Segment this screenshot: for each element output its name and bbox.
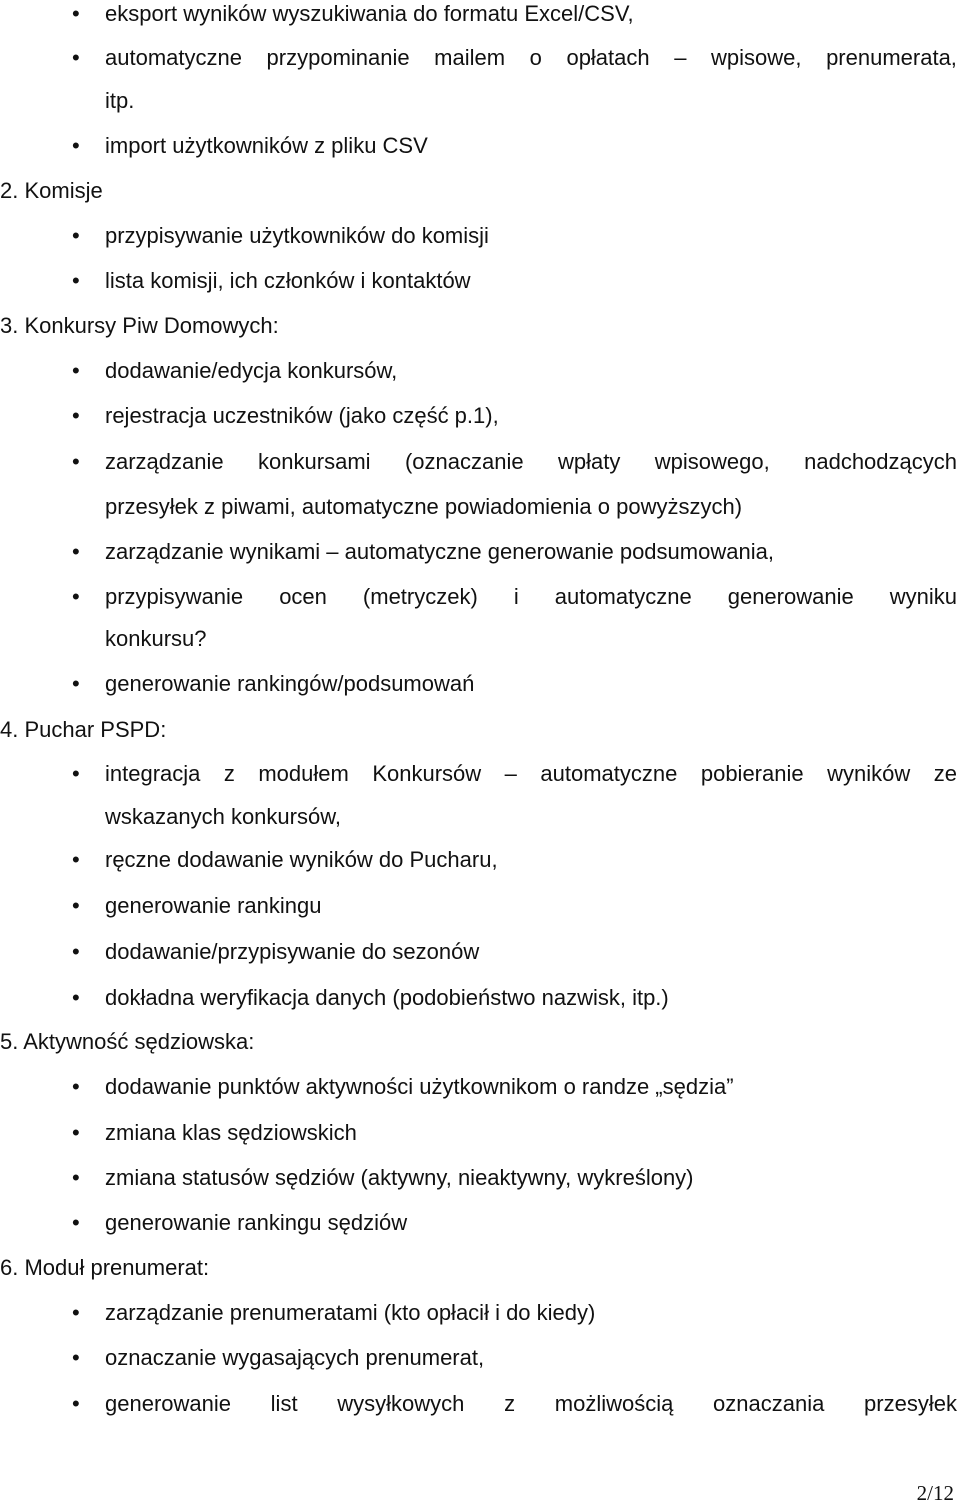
bullet: •	[72, 45, 80, 70]
bullet: •	[72, 939, 80, 964]
page-number: 2/12	[916, 1481, 954, 1505]
list-item: lista komisji, ich członków i kontaktów	[105, 268, 471, 293]
list-item-justified: przypisywanie ocen (metryczek) i automatyczne generowanie wyniku	[105, 584, 957, 609]
bullet: •	[72, 761, 80, 786]
list-item: generowanie rankingów/podsumowań	[105, 671, 475, 696]
bullet: •	[72, 1074, 80, 1099]
section-heading: 3. Konkursy Piw Domowych:	[0, 313, 279, 338]
list-item: zmiana klas sędziowskich	[105, 1120, 357, 1145]
list-item-continuation: przesyłek z piwami, automatyczne powiadomienia o powyższych)	[105, 494, 743, 519]
bullet: •	[72, 1, 80, 26]
list-item-justified: automatyczne przypominanie mailem o opłatach – wpisowe, prenumerata,	[105, 45, 957, 70]
bullet: •	[72, 584, 80, 609]
list-item-justified: generowanie list wysyłkowych z możliwością oznaczania przesyłek	[105, 1391, 957, 1416]
list-item: eksport wyników wyszukiwania do formatu Excel/CSV,	[105, 1, 634, 26]
bullet: •	[72, 847, 80, 872]
bullet: •	[72, 539, 80, 564]
list-item: rejestracja uczestników (jako część p.1),	[105, 403, 499, 428]
list-item: dodawanie/przypisywanie do sezonów	[105, 939, 480, 964]
bullet: •	[72, 985, 80, 1010]
section-heading: 5. Aktywność sędziowska:	[0, 1029, 255, 1054]
list-item: dodawanie punktów aktywności użytkownikom o randze „sędzia”	[105, 1074, 734, 1099]
list-item: oznaczanie wygasających prenumerat,	[105, 1345, 485, 1370]
bullet: •	[72, 449, 80, 474]
list-item: generowanie rankingu	[105, 893, 322, 918]
list-item-continuation: wskazanych konkursów,	[105, 804, 341, 829]
section-heading: 2. Komisje	[0, 178, 103, 203]
bullet: •	[72, 403, 80, 428]
bullet: •	[72, 1391, 80, 1416]
bullet: •	[72, 1300, 80, 1325]
section-heading: 6. Moduł prenumerat:	[0, 1255, 210, 1280]
list-item: ręczne dodawanie wyników do Pucharu,	[105, 847, 498, 872]
list-item: dodawanie/edycja konkursów,	[105, 358, 398, 383]
bullet: •	[72, 1165, 80, 1190]
list-item: przypisywanie użytkowników do komisji	[105, 223, 489, 248]
section-heading: 4. Puchar PSPD:	[0, 717, 167, 742]
list-item: zarządzanie wynikami – automatyczne generowanie podsumowania,	[105, 539, 774, 564]
list-item: dokładna weryfikacja danych (podobieństwo nazwisk, itp.)	[105, 985, 669, 1010]
bullet: •	[72, 358, 80, 383]
list-item: generowanie rankingu sędziów	[105, 1210, 408, 1235]
bullet: •	[72, 223, 80, 248]
bullet: •	[72, 893, 80, 918]
bullet: •	[72, 1120, 80, 1145]
bullet: •	[72, 1210, 80, 1235]
bullet: •	[72, 133, 80, 158]
list-item-justified: zarządzanie konkursami (oznaczanie wpłaty wpisowego, nadchodzących	[105, 449, 957, 474]
list-item: zmiana statusów sędziów (aktywny, nieaktywny, wykreślony)	[105, 1165, 694, 1190]
list-item-continuation: konkursu?	[105, 626, 207, 651]
list-item: zarządzanie prenumeratami (kto opłacił i do kiedy)	[105, 1300, 596, 1325]
bullet: •	[72, 1345, 80, 1370]
list-item-justified: integracja z modułem Konkursów – automatyczne pobieranie wyników ze	[105, 761, 957, 786]
bullet: •	[72, 671, 80, 696]
list-item-continuation: itp.	[105, 88, 135, 113]
list-item: import użytkowników z pliku CSV	[105, 133, 428, 158]
bullet: •	[72, 268, 80, 293]
